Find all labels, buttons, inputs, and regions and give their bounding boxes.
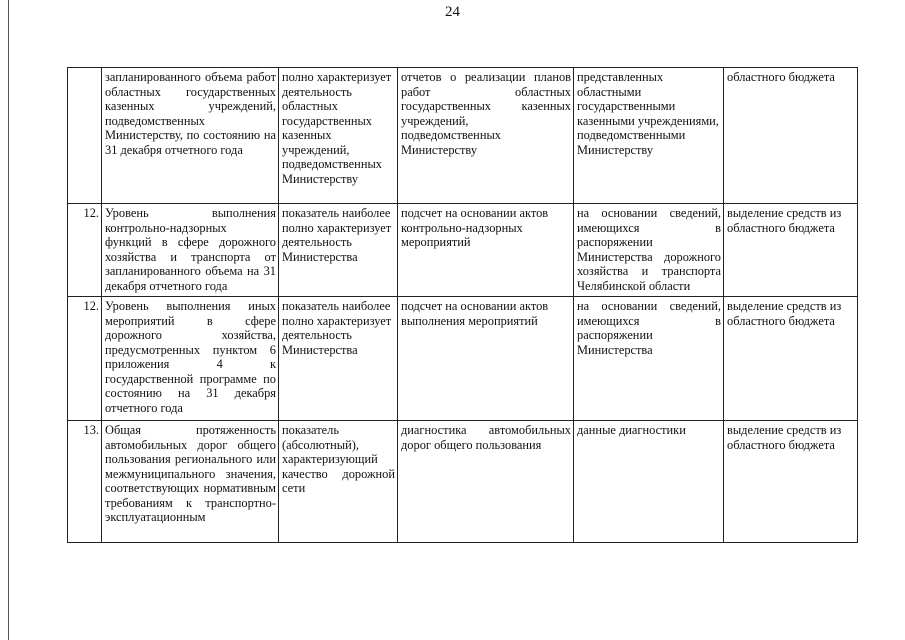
indicator-name-cell: Уровень выполнения контрольно-надзорных функций в сфере дорожного хозяйства и транспорта от запланированного объема на 31 декабря отчетного года bbox=[102, 204, 279, 297]
page-number: 24 bbox=[445, 4, 460, 20]
characteristic-cell: показатель наиболее полно характеризует деятельность Министерства bbox=[279, 204, 398, 297]
characteristic-cell: показатель наиболее полно характеризует деятельность Министерства bbox=[279, 297, 398, 421]
row-number-cell bbox=[68, 68, 102, 204]
table-row bbox=[68, 297, 858, 421]
indicator-name-cell: Уровень выполнения иных мероприятий в сфере дорожного хозяйства, предусмотренных пунктом 6 приложения 4 к государственной программе по состоянию на 31 декабря отчетного года bbox=[102, 297, 279, 421]
indicator-name-cell: запланированного объема работ областных государственных казенных учреждений, подведомственных Министерству, по состоянию на 31 декабря отчетного года bbox=[102, 68, 279, 204]
characteristic-cell: полно характеризует деятельность областных государственных казенных учреждений, подведомственных Министерству bbox=[279, 68, 398, 204]
indicators-table bbox=[67, 67, 858, 543]
data-source-cell: данные диагностики bbox=[574, 421, 724, 543]
indicator-name-cell: Общая протяженность автомобильных дорог общего пользования регионального или межмуниципального значения, соответствующих нормативным требованиям к транспортно-эксплуатационным bbox=[102, 421, 279, 543]
left-margin-rule bbox=[8, 0, 9, 640]
data-source-cell: на основании сведений, имеющихся в распоряжении Министерства bbox=[574, 297, 724, 421]
data-source-cell: на основании сведений, имеющихся в распоряжении Министерства дорожного хозяйства и транспорта Челябинской области bbox=[574, 204, 724, 297]
funding-cell: областного бюджета bbox=[724, 68, 858, 204]
funding-cell: выделение средств из областного бюджета bbox=[724, 204, 858, 297]
data-source-cell: представленных областными государственными казенными учреждениями, подведомственными Министерству bbox=[574, 68, 724, 204]
method-cell: диагностика автомобильных дорог общего пользования bbox=[398, 421, 574, 543]
row-number-cell: 13. bbox=[68, 421, 102, 543]
funding-cell: выделение средств из областного бюджета bbox=[724, 297, 858, 421]
table-row bbox=[68, 421, 858, 543]
row-number-cell: 12. bbox=[68, 204, 102, 297]
table-row bbox=[68, 204, 858, 297]
funding-cell: выделение средств из областного бюджета bbox=[724, 421, 858, 543]
characteristic-cell: показатель (абсолютный), характеризующий качество дорожной сети bbox=[279, 421, 398, 543]
method-cell: подсчет на основании актов выполнения мероприятий bbox=[398, 297, 574, 421]
method-cell: подсчет на основании актов контрольно-надзорных мероприятий bbox=[398, 204, 574, 297]
method-cell: отчетов о реализации планов работ областных государственных казенных учреждений, подведомственных Министерству bbox=[398, 68, 574, 204]
table-row bbox=[68, 68, 858, 204]
row-number-cell: 12. bbox=[68, 297, 102, 421]
